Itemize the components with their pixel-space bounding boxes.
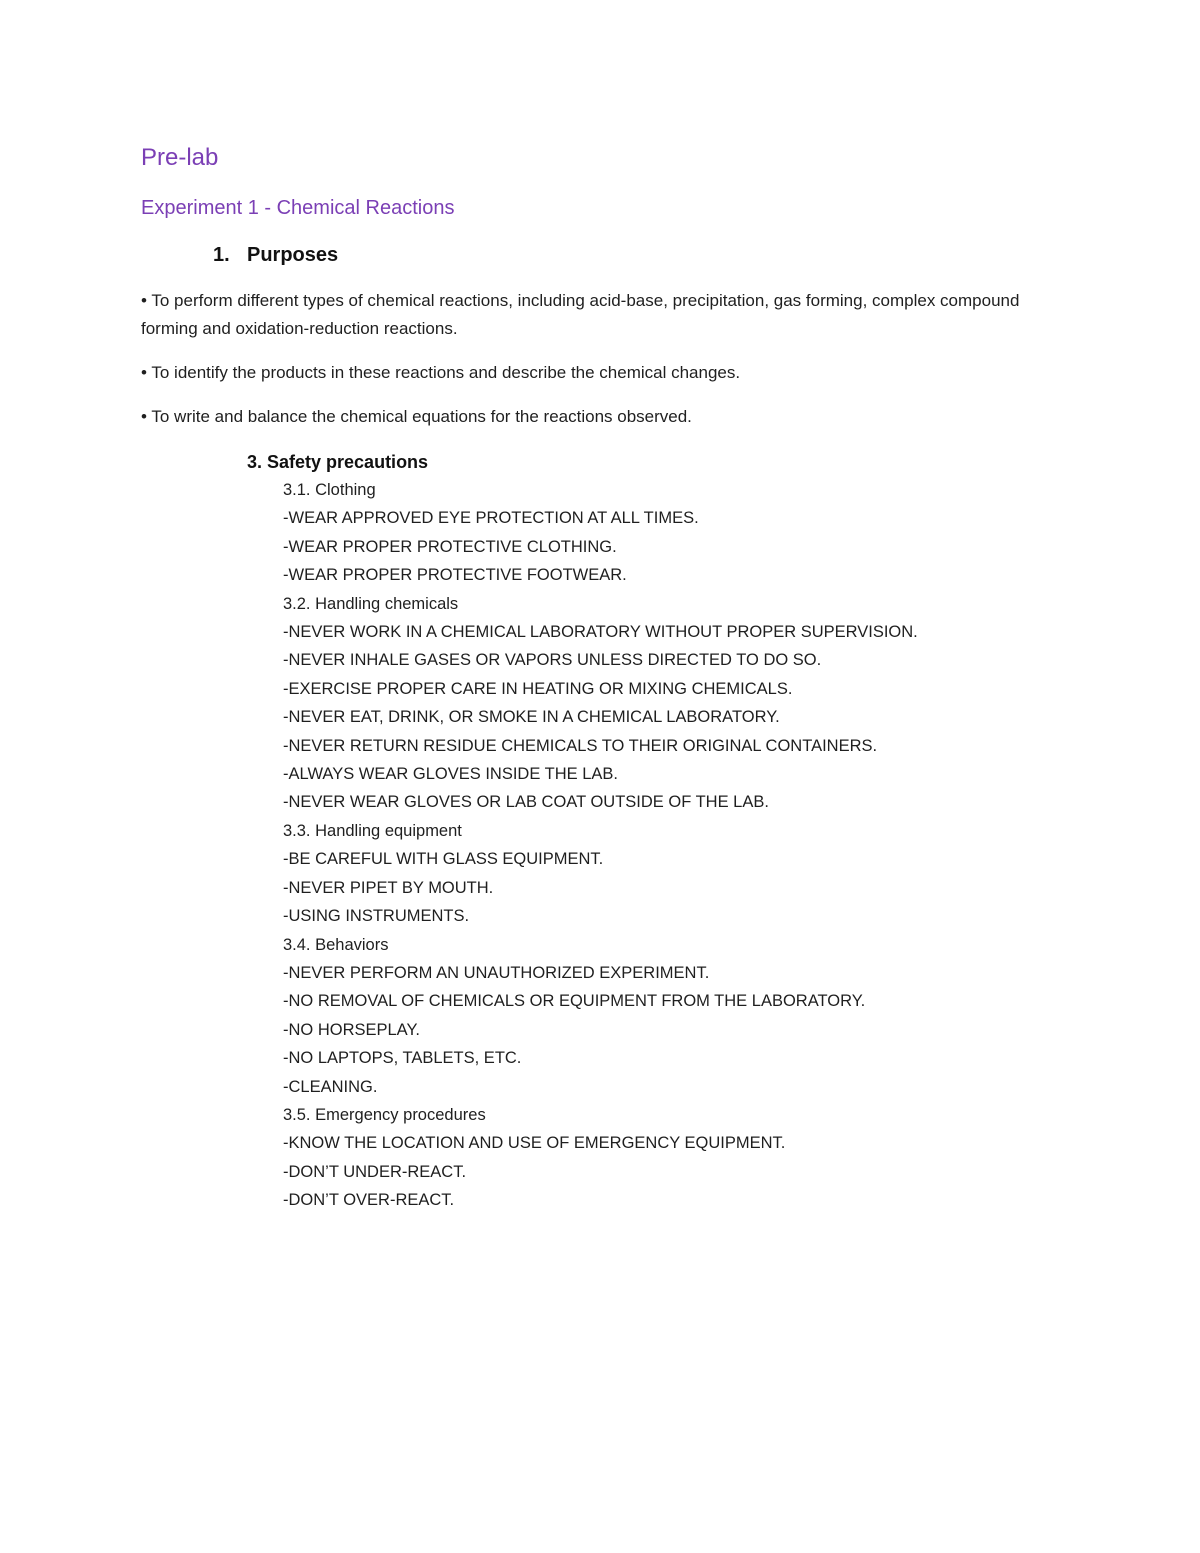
safety-rule: -NEVER EAT, DRINK, OR SMOKE IN A CHEMICAL LABORATORY.	[283, 708, 780, 727]
safety-rule: -DON’T UNDER-REACT.	[283, 1162, 467, 1181]
safety-rule: -EXERCISE PROPER CARE IN HEATING OR MIXING CHEMICALS.	[283, 679, 793, 698]
purpose-bullet: • To perform different types of chemical reactions, including acid-base, precipitation, gas forming, complex compound forming and oxidation-reduction reactions.	[141, 291, 1020, 338]
purposes-heading	[213, 242, 338, 268]
purposes-heading-text: Purposes	[247, 244, 339, 266]
safety-rule: -NEVER WEAR GLOVES OR LAB COAT OUTSIDE OF THE LAB.	[283, 793, 769, 812]
safety-rule: -NEVER RETURN RESIDUE CHEMICALS TO THEIR ORIGINAL CONTAINERS.	[283, 736, 878, 755]
safety-rule: -KNOW THE LOCATION AND USE OF EMERGENCY EQUIPMENT.	[283, 1134, 786, 1153]
safety-subheading: 3.2. Handling chemicals	[283, 594, 459, 613]
safety-subheading: 3.5. Emergency procedures	[283, 1105, 486, 1124]
safety-subheading: 3.4. Behaviors	[283, 935, 389, 954]
safety-rule: -ALWAYS WEAR GLOVES INSIDE THE LAB.	[283, 765, 618, 784]
purpose-bullet: • To write and balance the chemical equations for the reactions observed.	[141, 407, 692, 426]
safety-rule: -DON’T OVER-REACT.	[283, 1191, 455, 1210]
safety-subheading: 3.3. Handling equipment	[283, 821, 462, 840]
safety-rule: -BE CAREFUL WITH GLASS EQUIPMENT.	[283, 850, 604, 869]
safety-rule: -CLEANING.	[283, 1077, 378, 1096]
safety-rule: -WEAR PROPER PROTECTIVE CLOTHING.	[283, 537, 617, 556]
safety-rule: -NEVER WORK IN A CHEMICAL LABORATORY WITHOUT PROPER SUPERVISION.	[283, 623, 918, 642]
safety-heading: 3. Safety precautions	[247, 452, 429, 472]
purpose-bullet: • To identify the products in these reactions and describe the chemical changes.	[141, 363, 741, 382]
safety-rule: -NO LAPTOPS, TABLETS, ETC.	[283, 1049, 522, 1068]
safety-rule: -NO HORSEPLAY.	[283, 1020, 420, 1039]
safety-rule: -WEAR APPROVED EYE PROTECTION AT ALL TIMES.	[283, 509, 699, 528]
safety-rule: -NEVER PIPET BY MOUTH.	[283, 878, 494, 897]
safety-rule: -NO REMOVAL OF CHEMICALS OR EQUIPMENT FROM THE LABORATORY.	[283, 992, 866, 1011]
safety-rule: -NEVER PERFORM AN UNAUTHORIZED EXPERIMENT.	[283, 963, 710, 982]
safety-list	[283, 476, 918, 1215]
safety-rule: -NEVER INHALE GASES OR VAPORS UNLESS DIRECTED TO DO SO.	[283, 651, 822, 670]
purposes-number: 1.	[213, 244, 230, 266]
safety-rule: -WEAR PROPER PROTECTIVE FOOTWEAR.	[283, 566, 627, 585]
experiment-subtitle: Experiment 1 - Chemical Reactions	[141, 197, 455, 219]
safety-subheading: 3.1. Clothing	[283, 481, 376, 499]
page-title: Pre-lab	[141, 144, 219, 171]
safety-rule: -USING INSTRUMENTS.	[283, 907, 470, 926]
